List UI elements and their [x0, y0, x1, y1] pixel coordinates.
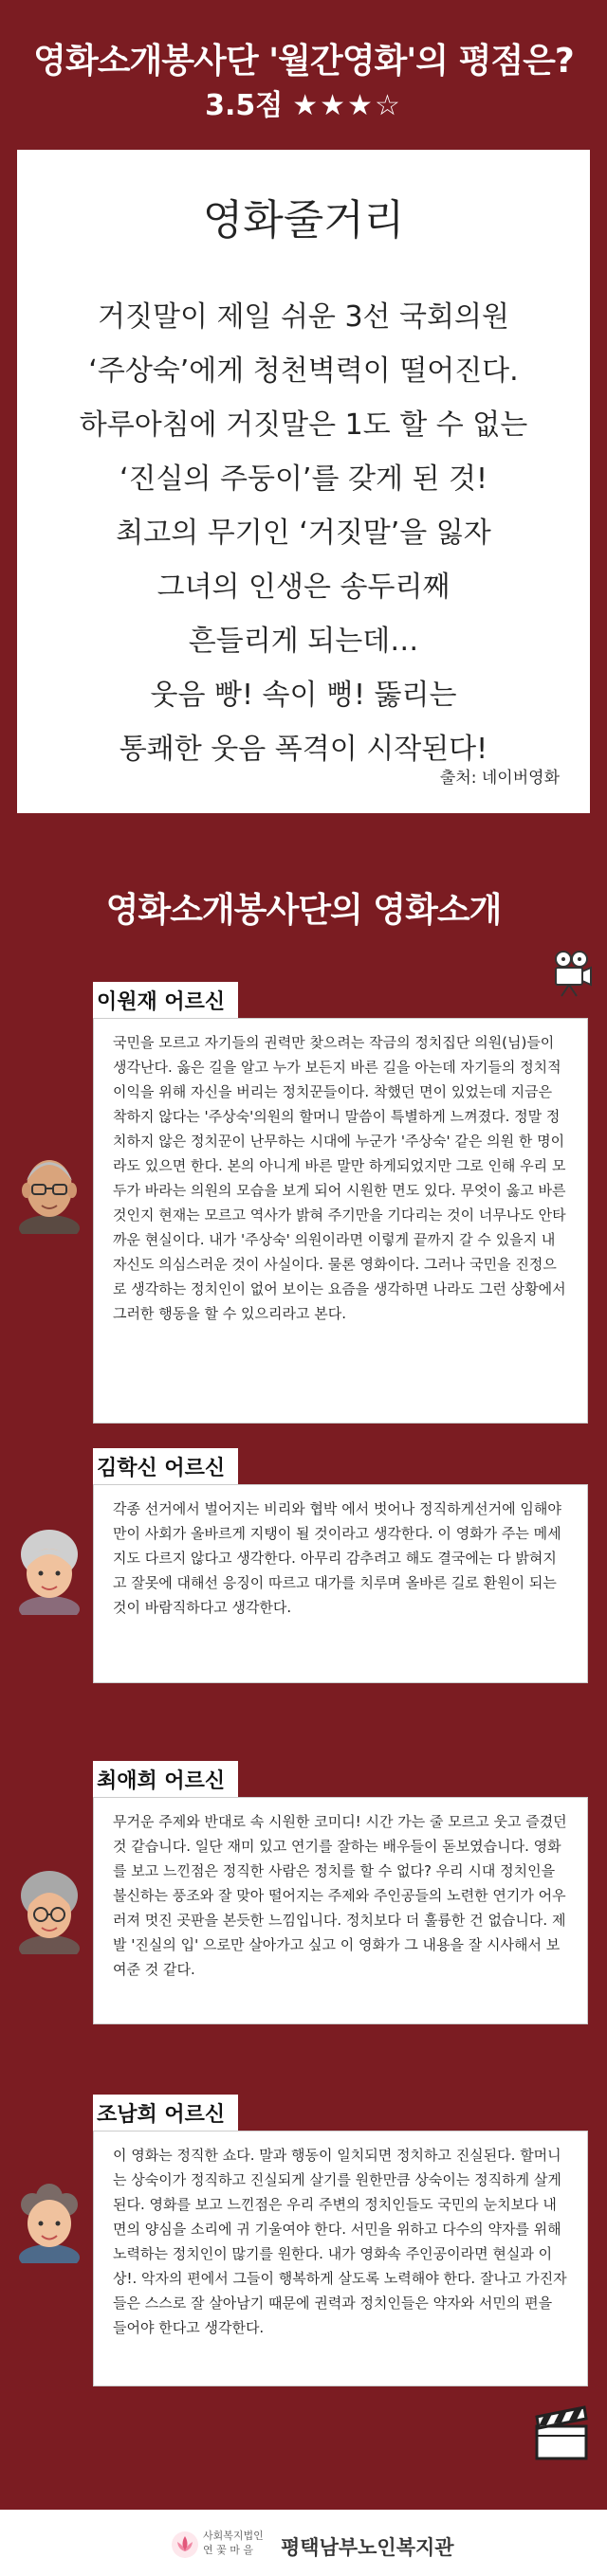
synopsis-line: 흔들리게 되는데…	[188, 625, 419, 658]
synopsis-card	[17, 150, 590, 813]
org-subtitle: 사회복지법인 연 꽃 마 을	[203, 2530, 264, 2556]
film-camera-icon	[550, 950, 592, 997]
elderly-man-avatar-icon	[13, 1147, 85, 1234]
reviewer-name: 조남희 어르신	[93, 2095, 238, 2132]
rating-score: 3.5점	[205, 89, 284, 122]
reviewer-name: 최애희 어르신	[93, 1761, 238, 1798]
synopsis-line: 최고의 무기인 ‘거짓말’을 잃자	[116, 517, 491, 550]
footer	[0, 2510, 607, 2576]
synopsis-line: ‘진실의 주둥이’를 갖게 된 것!	[119, 463, 488, 496]
rating-stars-icon: ★★★☆	[292, 89, 402, 122]
page-title: 영화소개봉사단 '월간영화'의 평점은?	[33, 42, 574, 81]
synopsis-line: ‘주상숙’에게 청천벽력이 떨어진다.	[88, 354, 519, 388]
reviewer-name: 김학신 어르신	[93, 1448, 238, 1485]
synopsis-line: 웃음 빵! 속이 뻥! 뚫리는	[150, 679, 457, 712]
review-text: 국민을 모르고 자기들의 권력만 찾으려는 작금의 정치집단 의원(님)들이 생각난다. 옳은 길을 알고 누가 보든지 바른 길을 아는데 자기들의 정치적 이익을 위해 자신을 버리는 정치꾼들이다. 착했던 면이 있었는데 지금은 착하지 않다는 '주상숙'의원의 할머니 말씀이 특별하게 느껴졌다. 정말 정치하지 않은 정치꾼이 난무하는 시대에 누군가 '주상숙' 같은 의원 한 명이라도 있으면 한다. 본의 아니게 바른 말만 하게되었지만 그로 인해 우리 모두가 바라는 의원의 모습을 보게 되어 시원한 면도 있다. 무엇이 옳고 바른 것인지 현재는 모르고 역사가 밝혀 주기만을 기다리는 것이 너무나도 안타까운 현실이다. 내가 '주상숙' 의원이라면 이렇게 끝까지 갈 수 있을지 내 자신도 의심스러운 것이 사실이다. 물론 영화이다. 그러나 국민을 진정으로 생각하는 정치인이 없어 보이는 요즘을 생각하면 나라도 그런 상황에서 그러한 행동을 할 수 있으리라고 본다.	[93, 1018, 588, 1424]
review-text: 이 영화는 정직한 쇼다. 말과 행동이 일치되면 정치하고 진실된다. 할머니는 상숙이가 정직하고 진실되게 살기를 원한만큼 상숙이는 정직하게 살게된다. 영화를 보고 느낀점은 우리 주변의 정치인들도 국민의 눈치보다 내면의 양심을 소리에 귀 기울여야 한다. 서민을 위하고 다수의 약자를 위해 노력하는 정치인이 많기를 원한다. 내가 영화속 주인공이라면 현실과 이상!. 악자의 편에서 그들이 행복하게 살도록 노력해야 한다. 잘나고 가진자들은 스스로 잘 살아남기 때문에 권력과 정치인들은 약자와 서민의 편을 들어야 한다고 생각한다.	[93, 2131, 588, 2386]
review-text: 각종 선거에서 벌어지는 비리와 협박 에서 벗어나 정직하게선거에 임해야 만이 사회가 올바르게 지탱이 될 것이라고 생각한다. 이 영화가 주는 메세지도 다르지 않다고 생각한다. 아무리 감추려고 해도 결국에는 다 밝혀지고 잘못에 대해선 응징이 따르고 대가를 치루며 올바른 길로 환원이 되는 것이 바람직하다고 생각한다.	[93, 1484, 588, 1683]
synopsis-source: 출처: 네이버영화	[439, 769, 560, 788]
rating-row	[0, 82, 607, 123]
review-text: 무거운 주제와 반대로 속 시원한 코미디! 시간 가는 줄 모르고 웃고 즐겼던 것 같습니다. 일단 재미 있고 연기를 잘하는 배우들이 돋보였습니다. 영화를 보고 느낀점은 정직한 사람은 정치를 할 수 없다? 우리 시대 정치인을 불신하는 풍조와 잘 맞아 떨어지는 주제와 주인공들의 노련한 연기가 어우러져 멋진 곳판을 본듯한 느낌입니다. 정치보다 더 훌륭한 건 없습니다. 제발 '진실의 입' 으로만 살아가고 싶고 이 영화가 그 내용을 잘 시사해서 보여준 것 같다.	[93, 1797, 588, 2024]
synopsis-text	[17, 290, 590, 776]
synopsis-line: 하루아침에 거짓말은 1도 할 수 없는	[79, 408, 528, 442]
synopsis-line: 통쾌한 웃음 폭격이 시작된다!	[119, 733, 488, 766]
synopsis-title: 영화줄거리	[202, 196, 405, 245]
section-title: 영화소개봉사단의 영화소개	[105, 891, 502, 930]
lotus-logo-icon	[171, 2531, 199, 2559]
elderly-woman-curly-avatar-icon	[13, 2176, 85, 2263]
reviewer-name: 이원재 어르신	[93, 982, 238, 1019]
elderly-woman-avatar-icon	[13, 1528, 85, 1615]
org-name: 평택남부노인복지관	[281, 2536, 454, 2559]
clapperboard-icon	[531, 2404, 594, 2466]
elderly-woman-glasses-avatar-icon	[13, 1867, 85, 1954]
synopsis-line: 거짓말이 제일 쉬운 3선 국회의원	[98, 300, 509, 334]
synopsis-line: 그녀의 인생은 송두리째	[156, 571, 451, 604]
